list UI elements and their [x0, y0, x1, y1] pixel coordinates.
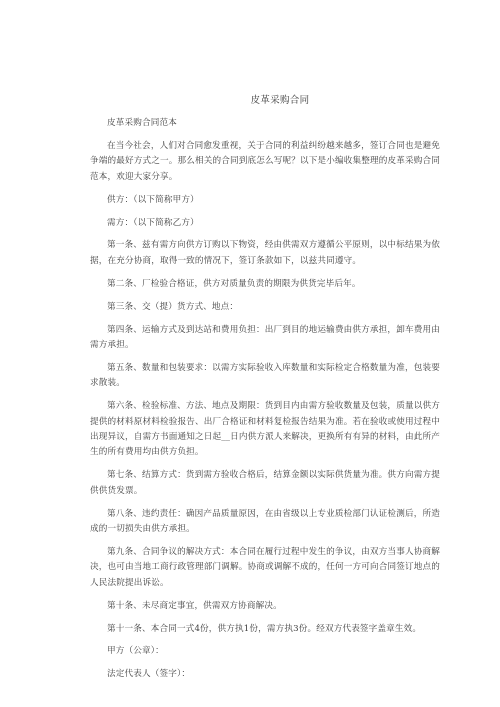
paragraph-article-11: 第十一条、本合同一式4份，供方执1份，需方执3份。经双方代表签字盖章生效。: [107, 623, 422, 634]
paragraph-article-10: 第十条、未尽商定事宜，供需双方协商解决。: [107, 600, 282, 611]
paragraph-article-6: 第六条、检验标准、方法、地点及期限：货到目内由需方验收数量及包装，质量以供方提供的材料原材料检验报告、出厂合格证和材料复检报告结果为准。若在验收或使用过程中出现异议，自需方书面通知之日起__日内供方派人来解决，更换所有有异的材料，由此所产生的所有费用均由供方负担。: [90, 401, 440, 458]
paragraph-article-7: 第七条、结算方式：货到需方验收合格后，结算金额以实际供货量为准。供方向需方提供供货发票。: [90, 470, 440, 496]
paragraph-article-4: 第四条、运输方式及到达站和费用负担：出厂到目的地运输费由供方承担，卸车费用由需方承担。: [90, 324, 440, 350]
paragraph-article-8: 第八条、违约责任：确因产品质量原因，在由省级以上专业质检部门认证检测后，所造成的一切损失由供方承担。: [90, 508, 440, 535]
paragraph-article-2: 第二条、厂检验合格证，供方对质量负责的期限为供货完毕后年。: [107, 278, 361, 289]
paragraph-subtitle: 皮革采购合同范本: [107, 118, 177, 128]
paragraph-intro: 在当今社会，人们对合同愈发重视，关于合同的利益纠纷越来越多，签订合同也是避免争端的最好方式之一。那么相关的合同到底怎么写呢？以下是小编收集整理的皮革采购合同范本，欢迎大家分享。: [90, 140, 440, 182]
paragraph-article-3: 第三条、交（提）货方式、地点：: [107, 301, 239, 312]
paragraph-article-9: 第九条、合同争议的解决方式：本合同在履行过程中发生的争议，由双方当事人协商解决，也可由当地工商行政管理部门调解。协商或调解不成的，任何一方可向合同签订地点的人民法院提出诉讼。: [90, 546, 440, 588]
paragraph-article-1: 第一条、兹有需方向供方订购以下物资，经由供需双方遵循公平原则，以中标结果为依据，在充分协商，取得一致的情况下，签订条款如下，以兹共同遵守。: [90, 240, 440, 266]
paragraph-supplier: 供方：（以下简称甲方）: [107, 194, 199, 205]
paragraph-buyer: 需方：（以下简称乙方）: [107, 217, 199, 228]
paragraph-article-5: 第五条、数量和包装要求：以需方实际验收入库数量和实际检定合格数量为准，包装要求散装。: [90, 362, 440, 389]
paragraph-party-a-seal: 甲方（公章）：: [107, 646, 164, 657]
paragraph-legal-representative: 法定代表人（签字）：: [107, 669, 191, 680]
document-title: 皮革采购合同: [250, 95, 310, 106]
